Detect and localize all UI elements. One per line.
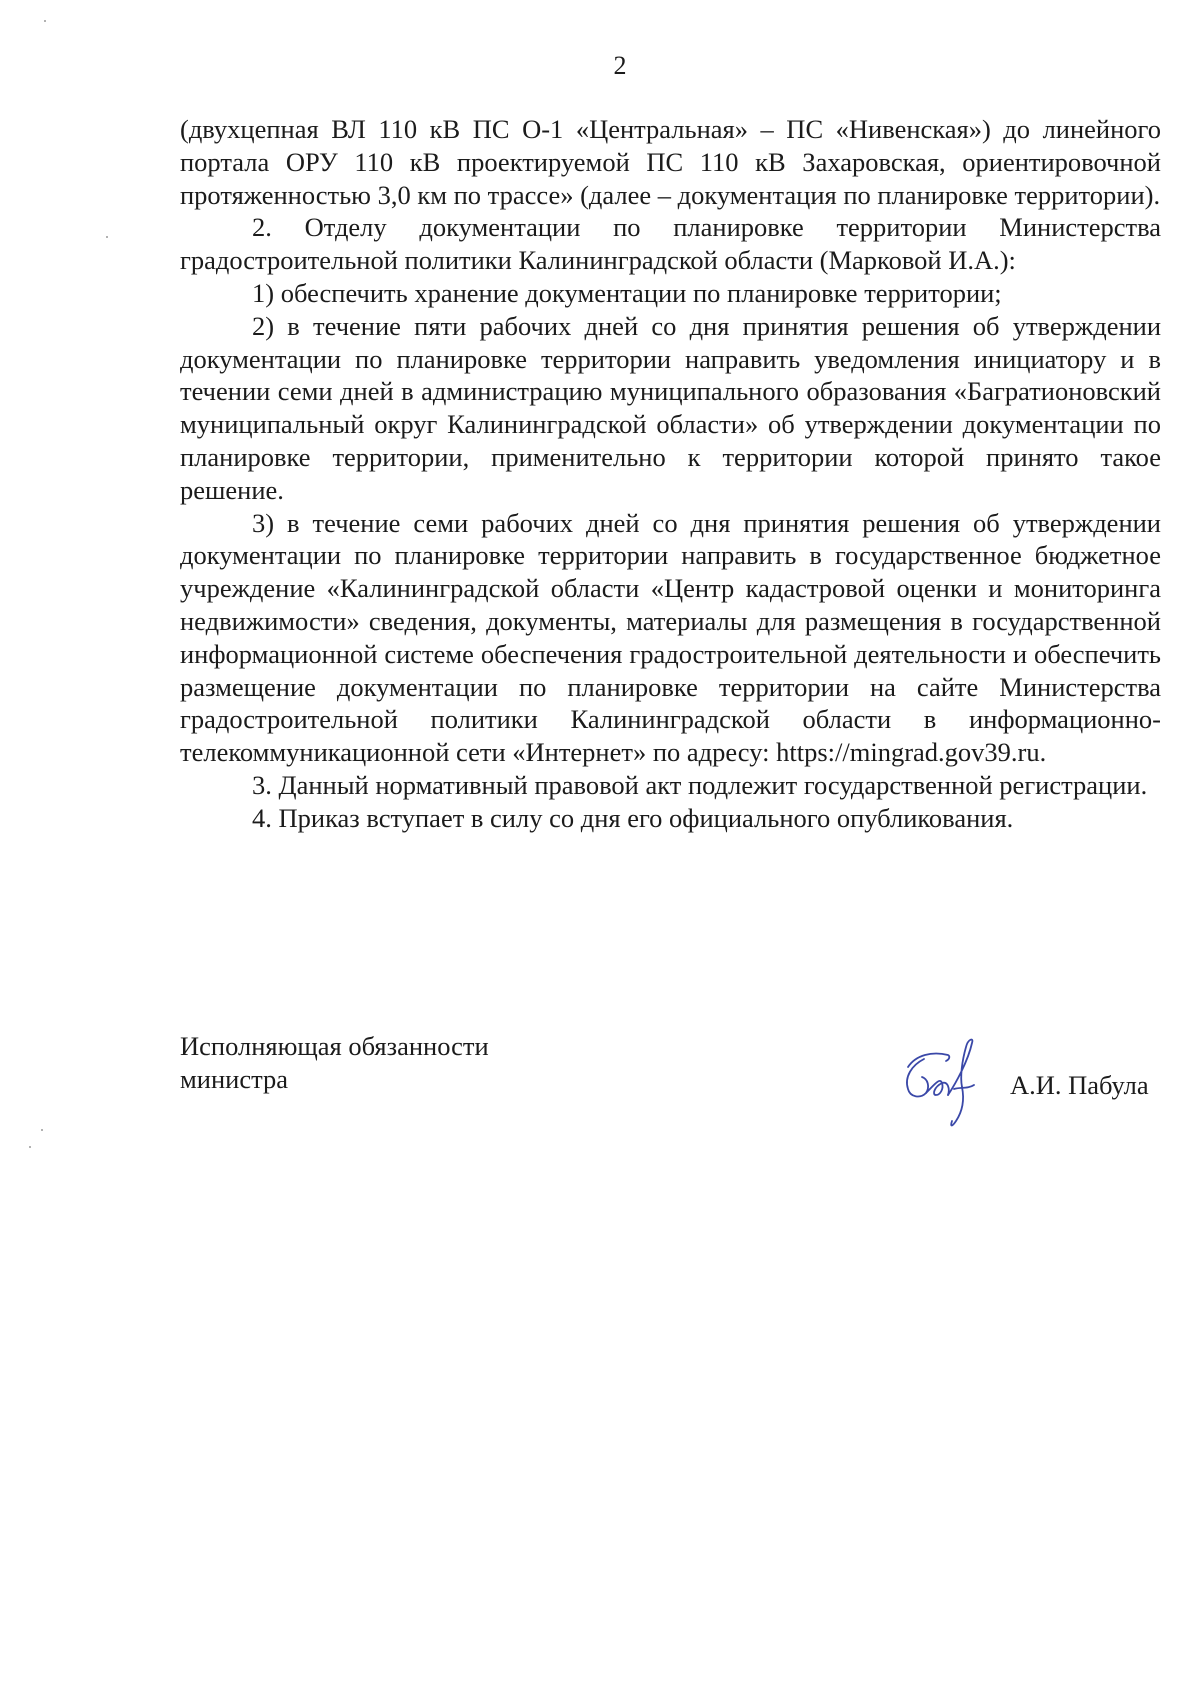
scan-speck	[106, 236, 108, 238]
paragraph-subitem-1: 1) обеспечить хранение документации по планировке территории;	[252, 277, 1002, 308]
paragraph-item-3: 3. Данный нормативный правовой акт подлежит государственной регистрации.	[252, 769, 1148, 800]
body-text	[180, 113, 1161, 835]
paragraph-continuation: (двухцепная ВЛ 110 кВ ПС О-1 «Центральная» – ПС «Нивенская») до линейного портала ОРУ 110 кВ проектируемой ПС 110 кВ Захаровская, ориентировочной протяженностью 3,0 км по трассе» (далее – документация по планировке территории).	[180, 114, 1161, 210]
signatory-name: А.И. Пабула	[1010, 1070, 1149, 1100]
paragraph-item-2: 2. Отделу документации по планировке территории Министерства градостроительной политики Калининградской области (Марковой И.А.):	[180, 212, 1161, 276]
signatory-title	[180, 1030, 600, 1096]
paragraph-item-4: 4. Приказ вступает в силу со дня его официального опубликования.	[252, 802, 1014, 833]
signatory-title-line-2: министра	[180, 1063, 288, 1094]
scan-speck	[41, 1129, 43, 1131]
paragraph-subitem-3: 3) в течение семи рабочих дней со дня принятия решения об утверждении документации по планировке территории направить в государственное бюджетное учреждение «Калининградской области «Центр кадастровой оценки и мониторинга недвижимости» сведения, документы, материалы для размещения в государственной информационной системе обеспечения градостроительной деятельности и обеспечить размещение документации по планировке территории на сайте Министерства градостроительной политики Калининградской области в информационно-телекоммуникационной сети «Интернет» по адресу: https://mingrad.gov39.ru.	[180, 507, 1161, 768]
scan-speck	[29, 1146, 31, 1148]
paragraph-subitem-2: 2) в течение пяти рабочих дней со дня принятия решения об утверждении документации по планировке территории направить уведомления инициатору и в течении семи дней в администрацию муниципального образования «Багратионовский муниципальный округ Калининградской области» об утверждении документации по планировке территории, применительно к территории которой принято такое решение.	[180, 310, 1161, 505]
scan-speck	[44, 20, 46, 22]
handwritten-signature-icon	[890, 1025, 1000, 1135]
signatory-title-line-1: Исполняющая обязанности	[180, 1031, 489, 1061]
page-number: 2	[613, 51, 627, 80]
